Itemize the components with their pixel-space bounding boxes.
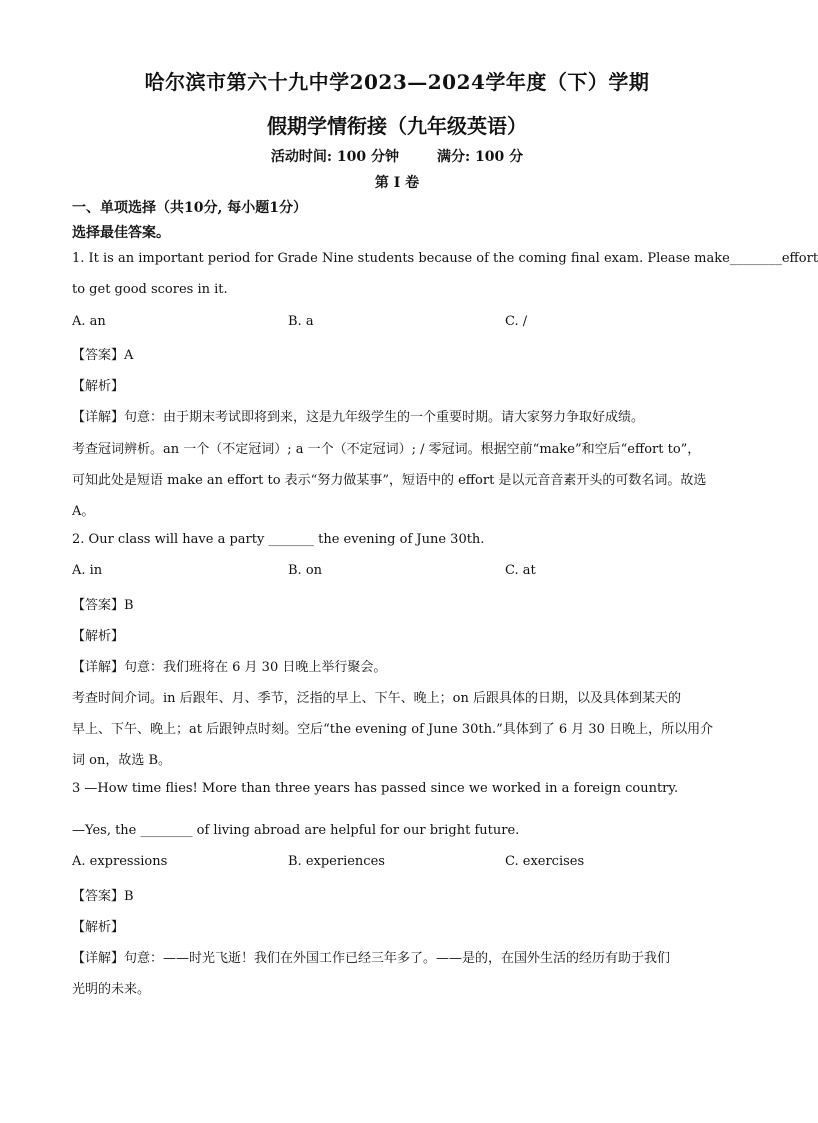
section-instruction: 选择最佳答案。 bbox=[72, 225, 170, 241]
question-3-detail-line2: 光明的未来。 bbox=[72, 982, 151, 997]
question-1-analysis-label: 【解析】 bbox=[72, 379, 125, 394]
option-b: B. experiences bbox=[288, 854, 385, 869]
question-3-analysis-label: 【解析】 bbox=[72, 920, 125, 935]
question-3-stem-line1: 3 —How time flies! More than three years has passed since we worked in a foreign country. bbox=[72, 781, 679, 796]
volume-label: 第 I 卷 bbox=[374, 175, 420, 191]
question-2-explanation-line1: 考查时间介词。in 后跟年、月、季节，泛指的早上、下午、晚上；on 后跟具体的日期，以及具体到某天的 bbox=[72, 691, 681, 706]
question-2-stem: 2. Our class will have a party _______ the evening of June 30th. bbox=[72, 532, 485, 547]
question-2-answer: 【答案】B bbox=[72, 598, 134, 613]
question-1-detail: 【详解】句意：由于期末考试即将到来，这是九年级学生的一个重要时期。请大家努力争取好成绩。 bbox=[72, 410, 645, 425]
exam-meta bbox=[0, 146, 794, 166]
question-1-explanation-line1: 考查冠词辨析。an 一个（不定冠词）; a 一个（不定冠词）; / 零冠词。根据空前“make”和空后“effort to”， bbox=[72, 442, 701, 457]
option-c: C. / bbox=[505, 314, 528, 329]
question-2-explanation-line3: 词 on，故选 B。 bbox=[72, 753, 172, 768]
question-1-stem-line1: 1. It is an important period for Grade Nine students because of the coming final exam. Please make________ effort bbox=[72, 251, 818, 266]
option-a: A. expressions bbox=[72, 854, 168, 869]
question-2-detail: 【详解】句意：我们班将在 6 月 30 日晚上举行聚会。 bbox=[72, 660, 387, 675]
question-1-explanation-line2: 可知此处是短语 make an effort to 表示“努力做某事”，短语中的 effort 是以元音音素开头的可数名词。故选 bbox=[72, 473, 707, 488]
exam-time: 活动时间: 100 分钟 bbox=[270, 149, 399, 165]
option-b: B. on bbox=[288, 563, 323, 578]
option-a: A. in bbox=[72, 563, 103, 578]
option-c: C. at bbox=[505, 563, 536, 578]
document-subtitle: 假期学情衔接（九年级英语） bbox=[267, 114, 527, 138]
question-3-detail-line1: 【详解】句意：——时光飞逝！我们在外国工作已经三年多了。——是的，在国外生活的经历有助于我们 bbox=[72, 951, 671, 966]
option-b: B. a bbox=[288, 314, 314, 329]
option-c: C. exercises bbox=[505, 854, 585, 869]
question-1-answer: 【答案】A bbox=[72, 348, 134, 363]
option-a: A. an bbox=[72, 314, 106, 329]
exam-score: 满分: 100 分 bbox=[437, 149, 524, 165]
section-heading: 一、单项选择（共10分, 每小题1分） bbox=[72, 200, 307, 216]
question-1-stem-line2: to get good scores in it. bbox=[72, 282, 228, 297]
question-1-explanation-line3: A。 bbox=[72, 504, 95, 519]
question-2-explanation-line2: 早上、下午、晚上；at 后跟钟点时刻。空后“the evening of June 30th.”具体到了 6 月 30 日晚上，所以用介 bbox=[72, 722, 714, 737]
question-3-answer: 【答案】B bbox=[72, 889, 134, 904]
document-title: 哈尔滨市第六十九中学2023—2024学年度（下）学期 bbox=[144, 70, 650, 94]
question-3-stem-line2: —Yes, the ________ of living abroad are helpful for our bright future. bbox=[72, 823, 520, 838]
question-2-analysis-label: 【解析】 bbox=[72, 629, 125, 644]
